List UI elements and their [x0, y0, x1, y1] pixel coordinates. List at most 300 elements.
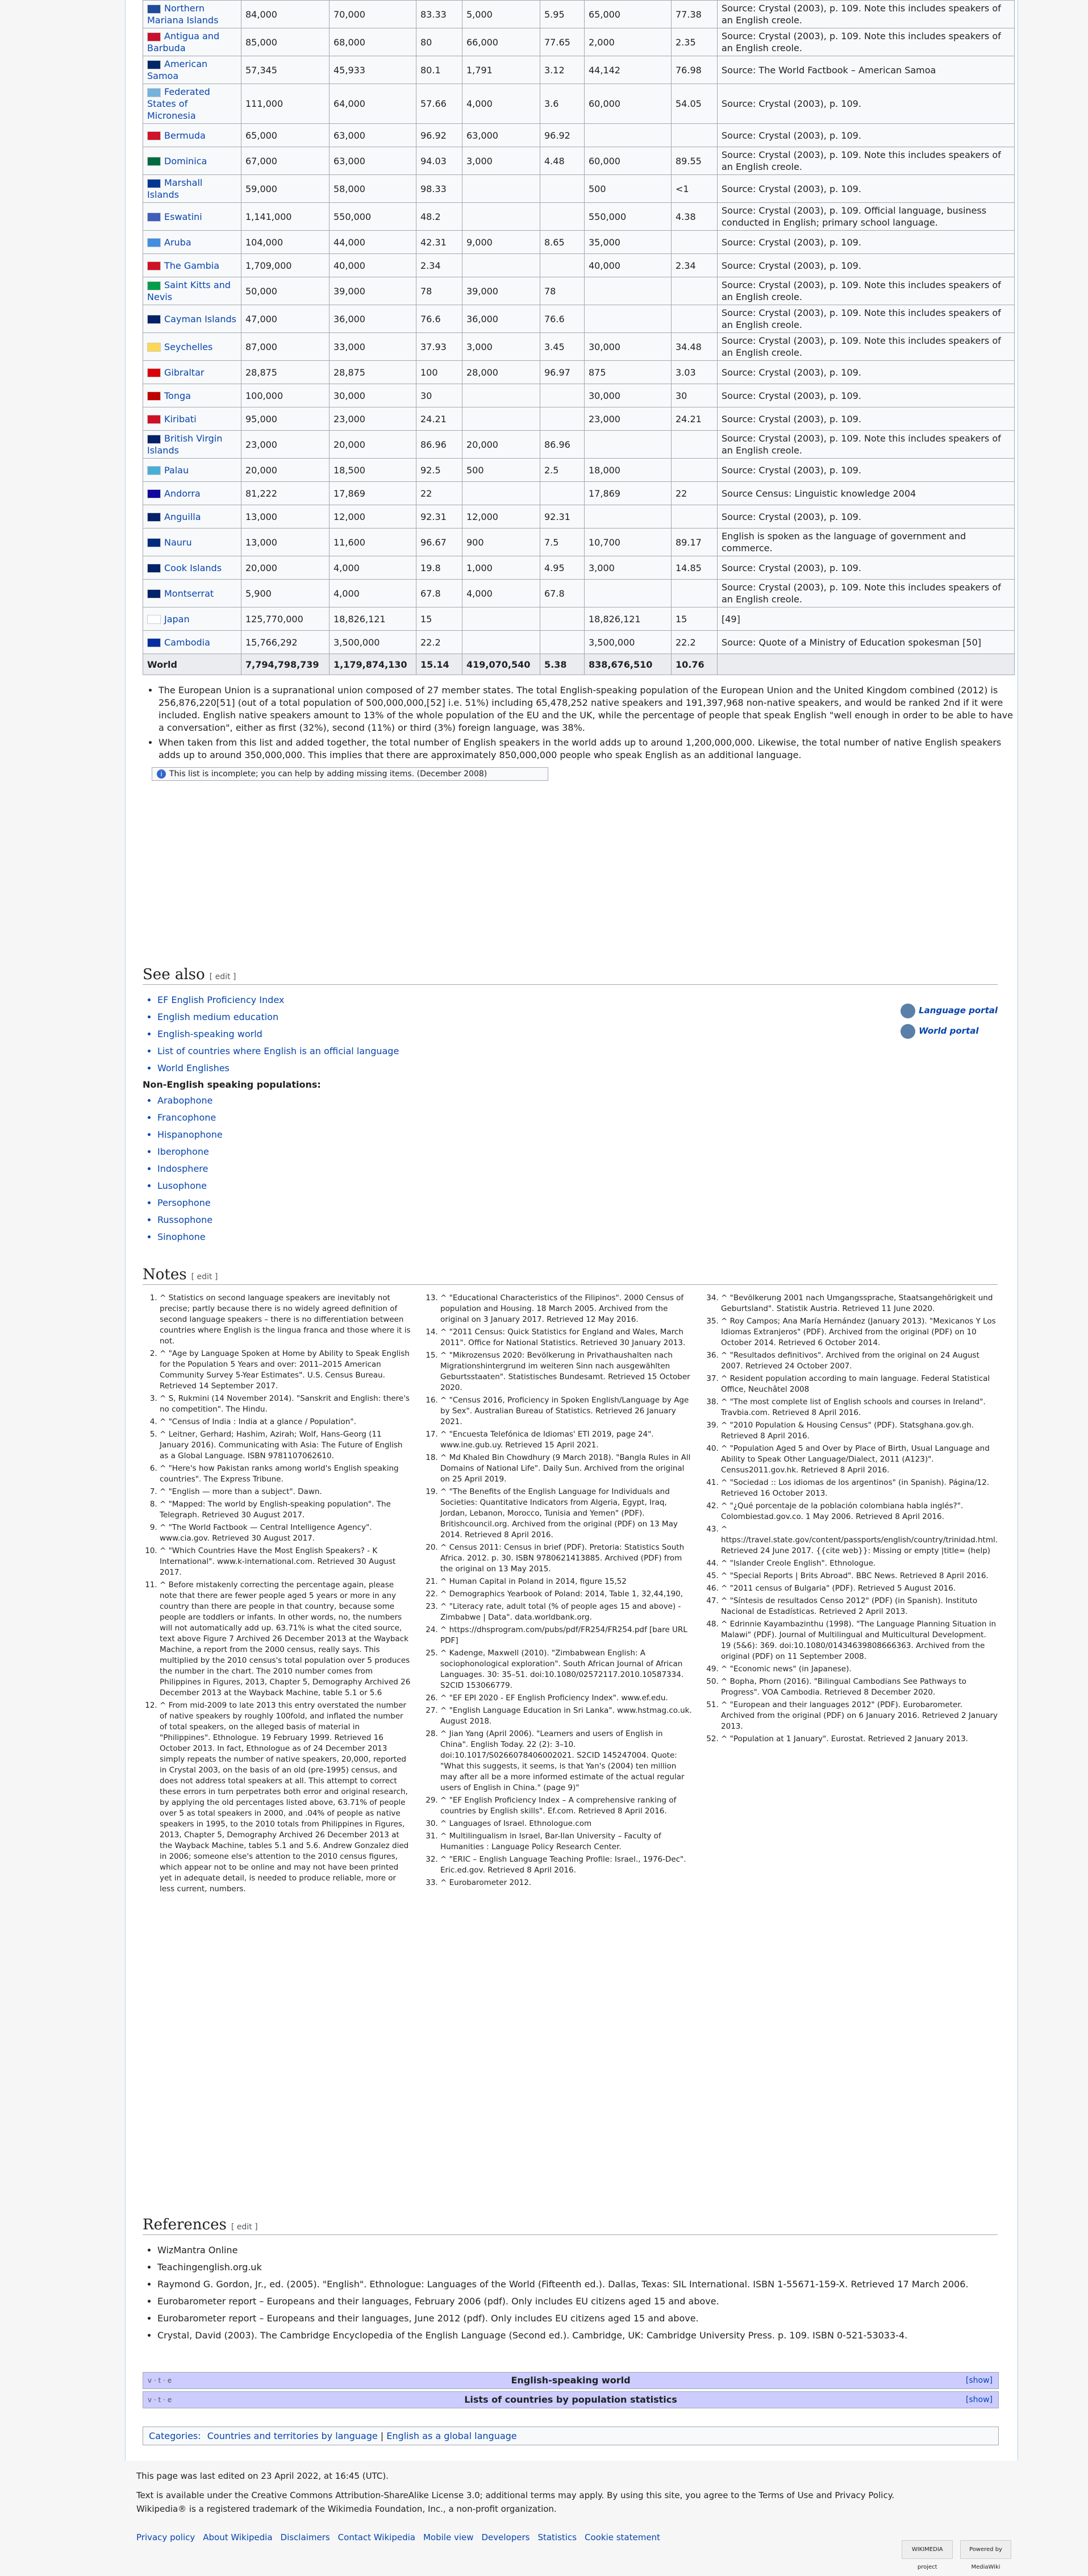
- value-cell: 30,000: [330, 384, 416, 407]
- value-cell: 4,000: [330, 556, 416, 580]
- note-item: 26. ^ "EF EPI 2020 - EF English Proficiency Index". www.ef.edu.: [440, 1693, 693, 1704]
- value-cell: 36,000: [330, 305, 416, 333]
- value-cell: [540, 407, 585, 431]
- country-link[interactable]: American Samoa: [147, 59, 208, 81]
- value-cell: 2,000: [585, 28, 672, 56]
- flag-icon: [147, 261, 161, 270]
- see-also-link[interactable]: • English-speaking world: [157, 1026, 998, 1043]
- value-cell: 68,000: [330, 28, 416, 56]
- country-link[interactable]: Andorra: [164, 488, 201, 499]
- value-cell: 900: [462, 528, 540, 556]
- value-cell: 81,222: [241, 482, 330, 505]
- country-link[interactable]: Dominica: [164, 155, 207, 167]
- country-link[interactable]: Northern Mariana Islands: [147, 3, 219, 26]
- reference-item: • Crystal, David (2003). The Cambridge Encyclopedia of the English Language (Second ed.). Cambridge, UK: Cambridge University Press. p. 109. ISBN 0-521-53033-4.: [157, 2327, 998, 2344]
- value-cell: 63,000: [330, 147, 416, 175]
- value-cell: 4.38: [672, 203, 718, 231]
- value-cell: 70,000: [330, 1, 416, 28]
- note-item: 17. ^ "Encuesta Telefónica de Idiomas' ETI 2019, page 24". www.ine.gub.uy. Retrieved 15 April 2021.: [440, 1429, 693, 1451]
- value-cell: 125,770,000: [241, 607, 330, 631]
- world-value-cell: 419,070,540: [462, 654, 540, 675]
- value-cell: 3,000: [462, 147, 540, 175]
- footer-link[interactable]: Privacy policy: [136, 2532, 195, 2542]
- note-item: 46. ^ "2011 census of Bulgaria" (PDF). Retrieved 5 August 2016.: [721, 1583, 998, 1594]
- navbox-show-toggle[interactable]: [show]: [965, 2376, 993, 2385]
- value-cell: 63,000: [330, 124, 416, 147]
- footer-links: [136, 2531, 1011, 2544]
- country-link[interactable]: Eswatini: [164, 211, 202, 222]
- value-cell: 24.21: [416, 407, 462, 431]
- footer-badges: [897, 2540, 1011, 2573]
- country-link[interactable]: Kiribati: [164, 413, 197, 425]
- country-link[interactable]: Tonga: [164, 390, 191, 401]
- value-cell: 2.34: [672, 254, 718, 277]
- value-cell: 3.12: [540, 56, 585, 84]
- non-english-link[interactable]: • Lusophone: [157, 1177, 998, 1195]
- value-cell: 3,000: [585, 556, 672, 580]
- note-item: 49. ^ "Economic news" (in Japanese).: [721, 1664, 998, 1675]
- country-cell: [143, 203, 241, 231]
- value-cell: 67.8: [416, 580, 462, 607]
- value-cell: 92.31: [416, 505, 462, 528]
- non-english-link[interactable]: • Iberophone: [157, 1143, 998, 1160]
- value-cell: 875: [585, 361, 672, 384]
- flag-icon: [147, 343, 161, 352]
- note-item: 48. ^ Edrinnie Kayambazinthu (1998). "The Language Planning Situation in Malawi" (PDF). Journal of Multilingual and Multicultural Development. 19 (5&6): 369. doi:10.1080/01434639808666363. Archived from the original (PDF) on 11 September 2008.: [721, 1619, 998, 1662]
- country-link[interactable]: British Virgin Islands: [147, 433, 223, 456]
- world-value-cell: 7,794,798,739: [241, 654, 330, 675]
- note-item: 51. ^ "European and their languages 2012" (PDF). Eurobarometer. Archived from the original (PDF) on 6 January 2016. Retrieved 2 January 2013.: [721, 1700, 998, 1732]
- note-item: 7. ^ "English — more than a subject". Dawn.: [160, 1487, 412, 1497]
- flag-icon: [147, 368, 161, 377]
- notes-section: [143, 1266, 998, 1896]
- comment-cell: Source: Crystal (2003), p. 109.: [718, 384, 1015, 407]
- value-cell: 550,000: [585, 203, 672, 231]
- table-row: [143, 124, 1015, 147]
- value-cell: [462, 607, 540, 631]
- note-item: 37. ^ Resident population according to main language. Federal Statistical Office, Neuchâtel 2008: [721, 1374, 998, 1395]
- note-item: 43. ^ https://travel.state.gov/content/passports/english/country/trinidad.html. Retrieved 24 June 2017. {{cite web}}: Missing or empty |title= (help): [721, 1524, 998, 1557]
- country-link[interactable]: Anguilla: [164, 511, 201, 522]
- table-row: [143, 203, 1015, 231]
- footer-link[interactable]: Disclaimers: [280, 2532, 330, 2542]
- footer-link[interactable]: Statistics: [537, 2532, 577, 2542]
- flag-icon: [147, 466, 161, 475]
- comment-cell: Source: Crystal (2003), p. 109. Note this includes speakers of an English creole.: [718, 305, 1015, 333]
- country-cell: [143, 1, 241, 28]
- comment-cell: Source: Crystal (2003), p. 109.: [718, 505, 1015, 528]
- category-link[interactable]: Countries and territories by language: [207, 2431, 378, 2441]
- note-item: 18. ^ Md Khaled Bin Chowdhury (9 March 2018). "Bangla Rules in All Domains of National Life". Daily Sun. Archived from the original on 25 April 2019.: [440, 1453, 693, 1485]
- world-value-cell: 838,676,510: [585, 654, 672, 675]
- value-cell: 13,000: [241, 528, 330, 556]
- value-cell: 47,000: [241, 305, 330, 333]
- footer-link[interactable]: Cookie statement: [585, 2532, 660, 2542]
- table-row: [143, 305, 1015, 333]
- country-link[interactable]: Nauru: [164, 536, 192, 548]
- table-row: [143, 505, 1015, 528]
- portal-box: [901, 1000, 998, 1041]
- content-area: [125, 0, 1018, 2461]
- see-also-link[interactable]: • List of countries where English is an official language: [157, 1043, 998, 1060]
- categories-label[interactable]: Categories:: [149, 2431, 201, 2441]
- flag-icon: [147, 615, 161, 624]
- country-cell: [143, 175, 241, 203]
- wikimedia-badge[interactable]: WIKIMEDIA project: [902, 2540, 953, 2559]
- value-cell: 28,875: [330, 361, 416, 384]
- country-cell: [143, 56, 241, 84]
- see-also-link[interactable]: • EF English Proficiency Index: [157, 992, 998, 1009]
- country-cell: [143, 147, 241, 175]
- non-english-link[interactable]: • Francophone: [157, 1109, 998, 1126]
- value-cell: 22: [672, 482, 718, 505]
- value-cell: 57.66: [416, 84, 462, 124]
- country-cell: [143, 407, 241, 431]
- value-cell: 9,000: [462, 231, 540, 254]
- value-cell: 30,000: [585, 384, 672, 407]
- value-cell: 40,000: [585, 254, 672, 277]
- table-row: [143, 28, 1015, 56]
- navbox-vte[interactable]: v · t · e: [148, 2396, 172, 2404]
- footer-link[interactable]: About Wikipedia: [203, 2532, 273, 2542]
- non-english-subheading: Non-English speaking populations:: [143, 1079, 321, 1090]
- country-cell: [143, 124, 241, 147]
- footer-link[interactable]: Contact Wikipedia: [337, 2532, 415, 2542]
- value-cell: [462, 631, 540, 654]
- country-link[interactable]: Gibraltar: [164, 367, 205, 378]
- value-cell: [585, 305, 672, 333]
- note-item: 22. ^ Demographics Yearbook of Poland: 2014, Table 1, 32,44,190,: [440, 1589, 693, 1600]
- flag-icon: [147, 281, 161, 290]
- flag-icon: [147, 5, 161, 14]
- table-row: [143, 384, 1015, 407]
- value-cell: 1,791: [462, 56, 540, 84]
- flag-icon: [147, 32, 161, 41]
- value-cell: 63,000: [462, 124, 540, 147]
- value-cell: 23,000: [585, 407, 672, 431]
- value-cell: 84,000: [241, 1, 330, 28]
- references-heading: References [ edit ]: [143, 2216, 998, 2235]
- value-cell: 96.92: [416, 124, 462, 147]
- value-cell: 44,000: [330, 231, 416, 254]
- note-item: 27. ^ "English Language Education in Sri Lanka". www.hstmag.co.uk. August 2018.: [440, 1705, 693, 1727]
- flag-icon: [147, 238, 161, 247]
- value-cell: 3,500,000: [585, 631, 672, 654]
- table-row: [143, 528, 1015, 556]
- value-cell: 13,000: [241, 505, 330, 528]
- table-row: [143, 147, 1015, 175]
- navbox-population-lists: [143, 2391, 999, 2408]
- value-cell: 66,000: [462, 28, 540, 56]
- mediawiki-badge[interactable]: Powered by MediaWiki: [960, 2540, 1011, 2559]
- value-cell: 45,933: [330, 56, 416, 84]
- value-cell: 2.5: [540, 459, 585, 482]
- note-item: 25. ^ Kadenge, Maxwell (2010). "Zimbabwean English: A sociophonological exploration". South African Journal of African Languages. 30: 35–51. doi:10.1080/02572117.2010.10587334. S2CID 153066779.: [440, 1648, 693, 1691]
- value-cell: 65,000: [585, 1, 672, 28]
- world-portal-link[interactable]: World portal: [901, 1021, 998, 1041]
- value-cell: 11,600: [330, 528, 416, 556]
- value-cell: 4.48: [540, 147, 585, 175]
- comment-cell: Source: Crystal (2003), p. 109.: [718, 231, 1015, 254]
- value-cell: 1,000: [462, 556, 540, 580]
- flag-icon: [147, 589, 161, 598]
- notes-col-3: [704, 1293, 998, 1896]
- value-cell: 18,000: [585, 459, 672, 482]
- comment-cell: Source Census: Linguistic knowledge 2004: [718, 482, 1015, 505]
- value-cell: 39,000: [462, 277, 540, 305]
- value-cell: 3.45: [540, 333, 585, 361]
- comment-cell: Source: Crystal (2003), p. 109.: [718, 254, 1015, 277]
- reference-item: • Eurobarometer report – Europeans and their languages, February 2006 (pdf). Only includes EU citizens aged 15 and above.: [157, 2293, 998, 2310]
- reference-item: • Raymond G. Gordon, Jr., ed. (2005). "English". Ethnologue: Languages of the World (Fifteenth ed.). Dallas, Texas: SIL International. ISBN 1-55671-159-X. Retrieved 17 March 2006.: [157, 2276, 998, 2293]
- country-link[interactable]: Cook Islands: [164, 562, 222, 573]
- country-cell: [143, 384, 241, 407]
- non-english-link[interactable]: • Arabophone: [157, 1092, 998, 1109]
- value-cell: [672, 124, 718, 147]
- notes-col-2: [423, 1293, 693, 1896]
- comment-cell: Source: Crystal (2003), p. 109. Note this includes speakers of an English creole.: [718, 580, 1015, 607]
- value-cell: [672, 305, 718, 333]
- table-row: [143, 607, 1015, 631]
- value-cell: 54.05: [672, 84, 718, 124]
- value-cell: 3,500,000: [330, 631, 416, 654]
- value-cell: 37.93: [416, 333, 462, 361]
- note-item: 23. ^ "Literacy rate, adult total (% of people ages 15 and above) - Zimbabwe | Data". data.worldbank.org.: [440, 1601, 693, 1623]
- note-item: 42. ^ "¿Qué porcentaje de la población colombiana habla inglés?". Colombiestad.gov.co. 1 May 2006. Retrieved 8 April 2016.: [721, 1501, 998, 1522]
- value-cell: 18,826,121: [330, 607, 416, 631]
- world-total-row: [143, 654, 1015, 675]
- note-item: 5. ^ Leitner, Gerhard; Hashim, Azirah; Wolf, Hans-Georg (11 January 2016). Communicating with Asia: The Future of English as a Global Language. ISBN 9781107062610.: [160, 1429, 412, 1462]
- value-cell: [585, 431, 672, 459]
- list-item: • When taken from this list and added together, the total number of English speakers in the world adds up to around 1,200,000,000. Likewise, the total number of native English speakers adds up to around 350,000,000. This implies that there are approximately 850,000,000 people who speak English as an additional language.: [159, 736, 1018, 761]
- value-cell: [540, 254, 585, 277]
- country-link[interactable]: Marshall Islands: [147, 177, 203, 200]
- navbox-show-toggle[interactable]: [show]: [965, 2395, 993, 2404]
- country-link[interactable]: Palau: [164, 464, 189, 476]
- value-cell: 67.8: [540, 580, 585, 607]
- info-icon: i: [157, 769, 166, 779]
- note-item: 44. ^ "Islander Creole English". Ethnologue.: [721, 1558, 998, 1569]
- note-item: 10. ^ "Which Countries Have the Most English Speakers? - K International". www.k-international.com. Retrieved 30 August 2017.: [160, 1546, 412, 1578]
- value-cell: 5.95: [540, 1, 585, 28]
- flag-icon: [147, 564, 161, 573]
- value-cell: [540, 384, 585, 407]
- value-cell: 89.55: [672, 147, 718, 175]
- value-cell: 96.97: [540, 361, 585, 384]
- value-cell: [462, 482, 540, 505]
- comment-cell: Source: Crystal (2003), p. 109. Note this includes speakers of an English creole.: [718, 277, 1015, 305]
- value-cell: 500: [462, 459, 540, 482]
- value-cell: 92.31: [540, 505, 585, 528]
- value-cell: 111,000: [241, 84, 330, 124]
- value-cell: 89.17: [672, 528, 718, 556]
- value-cell: 65,000: [241, 124, 330, 147]
- see-also-link[interactable]: • World Englishes: [157, 1060, 998, 1077]
- country-cell: [143, 84, 241, 124]
- value-cell: [672, 431, 718, 459]
- country-link[interactable]: Cayman Islands: [164, 313, 236, 324]
- non-english-link[interactable]: • Russophone: [157, 1212, 998, 1229]
- country-cell: [143, 361, 241, 384]
- comment-cell: Source: Crystal (2003), p. 109.: [718, 84, 1015, 124]
- table-row: [143, 431, 1015, 459]
- non-english-link[interactable]: • Sinophone: [157, 1229, 998, 1246]
- note-item: 50. ^ Bopha, Phorn (2016). "Bilingual Cambodians See Pathways to Progress". VOA Cambodia. Retrieved 8 December 2020.: [721, 1676, 998, 1698]
- country-link[interactable]: Cambodia: [164, 636, 210, 648]
- notes-edit-link[interactable]: [ edit ]: [191, 1272, 218, 1281]
- footer-link[interactable]: Developers: [481, 2532, 530, 2542]
- table-row: [143, 482, 1015, 505]
- country-cell: [143, 505, 241, 528]
- country-cell: [143, 231, 241, 254]
- value-cell: 104,000: [241, 231, 330, 254]
- footer-link[interactable]: Mobile view: [423, 2532, 474, 2542]
- value-cell: 100: [416, 361, 462, 384]
- note-item: 4. ^ "Census of India : India at a glance / Population".: [160, 1417, 412, 1428]
- incomplete-text: This list is incomplete; you can help by adding missing items. (December 2008): [169, 769, 487, 779]
- note-item: 1. ^ Statistics on second language speakers are inevitably not precise; partly because there is no widely agreed definition of second language speakers – there is no differentiation between countries where English is the lingua franca and those where it is not.: [160, 1293, 412, 1347]
- note-item: 19. ^ "The Benefits of the English Language for Individuals and Societies: Quantitative Indicators from Algeria, Egypt, Iraq, Jordan, Lebanon, Morocco, Tunisia and Yemen" (PDF). Britishcouncil.org. Archived from the original (PDF) on 13 May 2014. Retrieved 8 April 2016.: [440, 1487, 693, 1541]
- value-cell: 12,000: [330, 505, 416, 528]
- comment-cell: Source: Crystal (2003), p. 109.: [718, 361, 1015, 384]
- world-value-cell: 10.76: [672, 654, 718, 675]
- value-cell: 57,345: [241, 56, 330, 84]
- value-cell: 4.95: [540, 556, 585, 580]
- value-cell: 87,000: [241, 333, 330, 361]
- flag-icon: [147, 392, 161, 401]
- country-link[interactable]: Aruba: [164, 236, 191, 248]
- globe-icon: [901, 1024, 915, 1039]
- value-cell: 95,000: [241, 407, 330, 431]
- value-cell: 15: [672, 607, 718, 631]
- non-english-list: [143, 1092, 998, 1246]
- country-cell: [143, 459, 241, 482]
- value-cell: [462, 384, 540, 407]
- value-cell: [585, 580, 672, 607]
- country-link[interactable]: Antigua and Barbuda: [147, 31, 220, 53]
- country-link[interactable]: Federated States of Micronesia: [147, 86, 210, 121]
- value-cell: [462, 254, 540, 277]
- value-cell: 78: [540, 277, 585, 305]
- value-cell: [672, 459, 718, 482]
- country-link[interactable]: Seychelles: [164, 341, 213, 352]
- value-cell: 2.34: [416, 254, 462, 277]
- non-english-link[interactable]: • Indosphere: [157, 1160, 998, 1177]
- table-row: [143, 277, 1015, 305]
- incomplete-notice: [152, 767, 548, 781]
- note-item: 30. ^ Languages of Israel. Ethnologue.com: [440, 1818, 693, 1829]
- country-cell: [143, 254, 241, 277]
- note-item: 40. ^ "Population Aged 5 and Over by Place of Birth, Usual Language and Ability to Speak Other Language/Dialect, 2011 (A123)". Census2011.gov.hk. Retrieved 8 April 2016.: [721, 1443, 998, 1476]
- flag-icon: [147, 489, 161, 498]
- country-cell: [143, 28, 241, 56]
- value-cell: 85,000: [241, 28, 330, 56]
- table-row: [143, 175, 1015, 203]
- note-item: 13. ^ "Educational Characteristics of the Filipinos". 2000 Census of population and Housing. 18 March 2005. Archived from the original on 3 January 2017. Retrieved 12 May 2016.: [440, 1293, 693, 1325]
- value-cell: 7.5: [540, 528, 585, 556]
- comment-cell: Source: Crystal (2003), p. 109. Note this includes speakers of an English creole.: [718, 1, 1015, 28]
- non-english-link[interactable]: • Hispanophone: [157, 1126, 998, 1143]
- value-cell: [540, 203, 585, 231]
- table-row: [143, 361, 1015, 384]
- language-portal-link[interactable]: Language portal: [901, 1000, 998, 1021]
- see-also-link[interactable]: • English medium education: [157, 1009, 998, 1026]
- flag-icon: [147, 213, 161, 222]
- comment-cell: Source: Crystal (2003), p. 109.: [718, 124, 1015, 147]
- value-cell: 22: [416, 482, 462, 505]
- value-cell: [462, 175, 540, 203]
- comment-cell: Source: Crystal (2003), p. 109. Note this includes speakers of an English creole.: [718, 147, 1015, 175]
- last-edited-text: This page was last edited on 23 April 2022, at 16:45 (UTC).: [136, 2471, 389, 2481]
- world-value-cell: 15.14: [416, 654, 462, 675]
- value-cell: 76.98: [672, 56, 718, 84]
- value-cell: 96.92: [540, 124, 585, 147]
- value-cell: 15,766,292: [241, 631, 330, 654]
- comment-cell: Source: Crystal (2003), p. 109. Note this includes speakers of an English creole.: [718, 333, 1015, 361]
- value-cell: 17,869: [330, 482, 416, 505]
- value-cell: 83.33: [416, 1, 462, 28]
- note-item: 16. ^ "Census 2016, Proficiency in Spoken English/Language by Age by Sex". Australian Bureau of Statistics. Retrieved 26 January 2021.: [440, 1395, 693, 1428]
- country-cell: [143, 431, 241, 459]
- value-cell: 20,000: [330, 431, 416, 459]
- value-cell: 12,000: [462, 505, 540, 528]
- value-cell: 60,000: [585, 147, 672, 175]
- country-link[interactable]: Bermuda: [164, 130, 206, 141]
- non-english-link[interactable]: • Persophone: [157, 1195, 998, 1212]
- see-also-edit-link[interactable]: [ edit ]: [209, 972, 236, 981]
- navbox-title[interactable]: Lists of countries by population statistics: [464, 2394, 677, 2405]
- value-cell: 30: [416, 384, 462, 407]
- note-item: 11. ^ Before mistakenly correcting the percentage again, please note that there are fewer people aged 5 years or more in any country than there are people in that country, because some people are toddlers or infants. In other words, no, the numbers will not automatically add up. 63.71% is what the cited source, text above Figure 7 Archived 26 December 2013 at the Wayback Machine, a report from the 2000 census, really says. This multiplied by the 2010 census's total population over 5 produces the number in the chart. The 2010 number comes from Philippines in Figures, 2013, Chapter 5, Demography Archived 26 December 2013 at the Wayback Machine, table 5.1 or 5.6: [160, 1580, 412, 1699]
- note-item: 6. ^ "Here's how Pakistan ranks among world's English speaking countries". The Express Tribune.: [160, 1463, 412, 1485]
- value-cell: 4,000: [330, 580, 416, 607]
- note-item: 8. ^ "Mapped: The world by English-speaking population". The Telegraph. Retrieved 30 August 2017.: [160, 1499, 412, 1521]
- value-cell: 14.85: [672, 556, 718, 580]
- value-cell: 77.65: [540, 28, 585, 56]
- table-row: [143, 333, 1015, 361]
- comment-cell: Source: Crystal (2003), p. 109.: [718, 175, 1015, 203]
- value-cell: 17,869: [585, 482, 672, 505]
- note-item: 34. ^ "Bevölkerung 2001 nach Umgangssprache, Staatsangehörigkeit und Geburtsland". Statistik Austria. Retrieved 11 June 2020.: [721, 1293, 998, 1314]
- country-link[interactable]: The Gambia: [164, 260, 220, 271]
- comment-cell: [49]: [718, 607, 1015, 631]
- comment-cell: Source: Crystal (2003), p. 109. Note this includes speakers of an English creole.: [718, 431, 1015, 459]
- country-link[interactable]: Montserrat: [164, 588, 214, 599]
- country-link[interactable]: Saint Kitts and Nevis: [147, 280, 231, 302]
- world-comment-cell: [718, 654, 1015, 675]
- value-cell: 550,000: [330, 203, 416, 231]
- table-row: [143, 1, 1015, 28]
- country-link[interactable]: Japan: [164, 613, 190, 625]
- navbox-title[interactable]: English-speaking world: [511, 2375, 631, 2386]
- comment-cell: Source: Crystal (2003), p. 109.: [718, 459, 1015, 482]
- comment-cell: Source: Quote of a Ministry of Education spokesman [50]: [718, 631, 1015, 654]
- note-item: 47. ^ "Síntesis de resultados Censo 2012" (PDF) (in Spanish). Instituto Nacional de Estadísticas. Retrieved 2 April 2013.: [721, 1596, 998, 1617]
- reference-item: • Teachingenglish.org.uk: [157, 2259, 998, 2276]
- note-item: 52. ^ "Population at 1 January". Eurostat. Retrieved 2 January 2013.: [721, 1734, 998, 1745]
- value-cell: 33,000: [330, 333, 416, 361]
- category-link[interactable]: English as a global language: [386, 2431, 517, 2441]
- value-cell: 20,000: [241, 459, 330, 482]
- flag-icon: [147, 415, 161, 424]
- navbox-vte[interactable]: v · t · e: [148, 2377, 172, 2384]
- note-item: 20. ^ Census 2011: Census in brief (PDF). Pretoria: Statistics South Africa. 2012. p. 30. ISBN 9780621413885. Archived (PDF) from the original on 13 May 2015.: [440, 1542, 693, 1575]
- comment-cell: English is spoken as the language of government and commerce.: [718, 528, 1015, 556]
- value-cell: 64,000: [330, 84, 416, 124]
- references-edit-link[interactable]: [ edit ]: [231, 2223, 258, 2232]
- table-row: [143, 631, 1015, 654]
- flag-icon: [147, 131, 161, 140]
